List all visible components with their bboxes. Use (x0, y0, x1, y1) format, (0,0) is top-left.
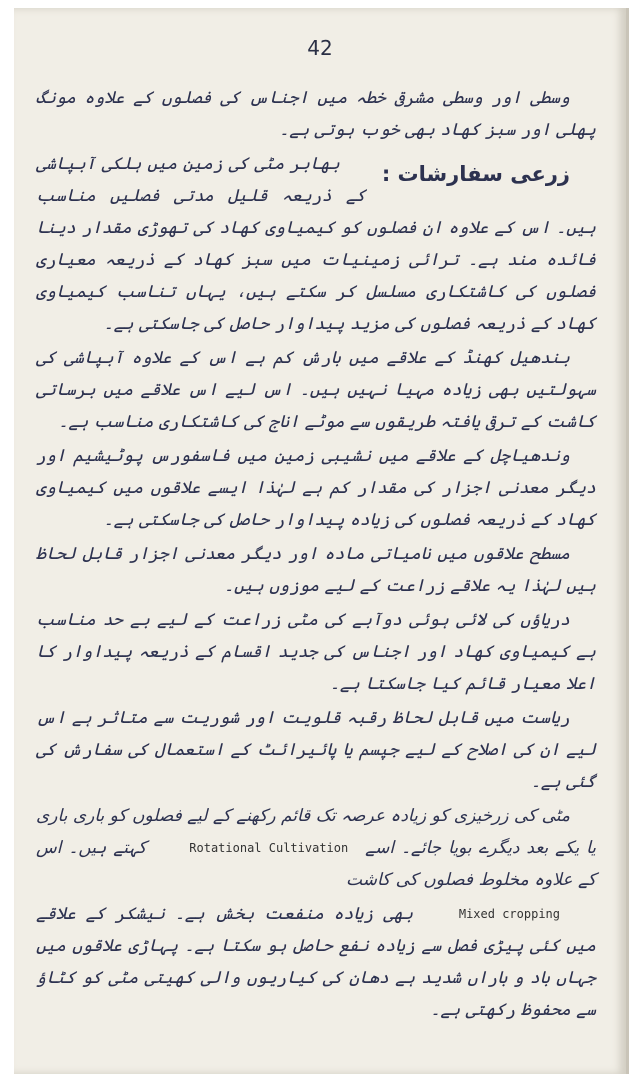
mixed-text: بھی زیادہ منفعت بخش ہے۔ نیشکر کے علاقے میں کئی پیڑی فصل سے زیادہ نفع حاصل ہو سکتا ہے۔ پہاڑی علاقوں میں جہاں باد و باراں شدید ہے دھان کی کیاریوں والی کھیتی مٹی کو کٹاؤ سے محفوظ رکھتی ہے۔ (36, 904, 596, 1020)
section-heading: زرعی سفارشات : (381, 162, 570, 186)
rotation-text-after: کہتے ہیں۔ اس کے علاوہ مخلوط فصلوں کی کاشت (36, 838, 596, 890)
paragraph-plains: مسطح علاقوں میں نامیاتی مادہ اور دیگر معدنی اجزار قابل لحاظ ہیں لہٰذا یہ علاقے زراعت کے لیے موزوں ہیں۔ (36, 544, 596, 596)
book-page (14, 8, 629, 1074)
paragraph-intro: وسطی اور وسطی مشرقی خطہ میں اجناس کی فصلوں کے علاوہ مونگ پھلی اور سبز کھاد بھی خوب ہوتی ہے۔ (36, 88, 596, 140)
rotation-text-before: مٹی کی زرخیزی کو زیادہ عرصہ تک قائم رکھنے کے لیے فصلوں کو باری باری یا یکے بعد دیگرے بویا جائے۔ اسے (36, 806, 597, 858)
paragraph-recommendations (36, 148, 596, 340)
paragraph-doab: دریاؤں کی لائی ہوئی دوآبے کی مٹی زراعت کے لیے بے حد مناسب ہے کیمیاوی کھاد اور اجناس کی جدید اقسام کے ذریعہ پیداوار کا اعلا معیار قائم کیا جاسکتا ہے۔ (36, 610, 596, 694)
paragraph-bundelkhand: بندھیل کھنڈ کے علاقے میں بارش کم ہے اس کے علاوہ آبپاشی کی سہولتیں بھی زیادہ مہیا نہیں ہیں۔ اس لیے اس علاقے میں برساتی کاشت کے ترقی یافتہ طریقوں سے موٹے اناج کی کاشتکاری مناسب ہے۔ (36, 348, 596, 432)
paragraph-alkalinity: ریاست میں قابل لحاظ رقبہ قلویت اور شوریت سے متاثر ہے اس لیے ان کی اصلاح کے لیے جپسم یا پائیرائٹ کے استعمال کی سفارش کی گئی ہے۔ (36, 708, 596, 792)
term-mixed-cropping: Mixed cropping (458, 907, 560, 921)
recommendations-text: بھابر مٹی کی زمین میں ہلکی آبپاشی کے ذریعہ قلیل مدتی فصلیں مناسب ہیں۔ اس کے علاوہ ان فصلوں کو کیمیاوی کھاد کی تھوڑی مقدار دینا فائدہ مند ہے۔ ترائی زمینیات میں سبز کھاد کے ذریعہ معیاری فصلوں کی کاشتکاری مسلسل کر سکتے ہیں، یہاں تناسب کیمیاوی کھاد کے ذریعہ فصلوں کی مزید پیداوار حاصل کی جاسکتی ہے۔ (36, 154, 596, 334)
term-rotational-cultivation: Rotational Cultivation (189, 841, 349, 855)
page-number: 42 (307, 36, 333, 60)
paragraph-vindhyachal: وندھیاچل کے علاقے میں نشیبی زمین میں فاسفورس پوٹیشیم اور دیگر معدنی اجزار کی مقدار کم ہے لہٰذا ایسے علاقوں میں کیمیاوی کھاد کے ذریعہ فصلوں کی زیادہ پیداوار حاصل کی جاسکتی ہے۔ (36, 446, 596, 530)
paragraph-rotation (36, 800, 596, 896)
urdu-body-text (36, 82, 596, 1028)
paragraph-mixed (36, 898, 596, 1026)
